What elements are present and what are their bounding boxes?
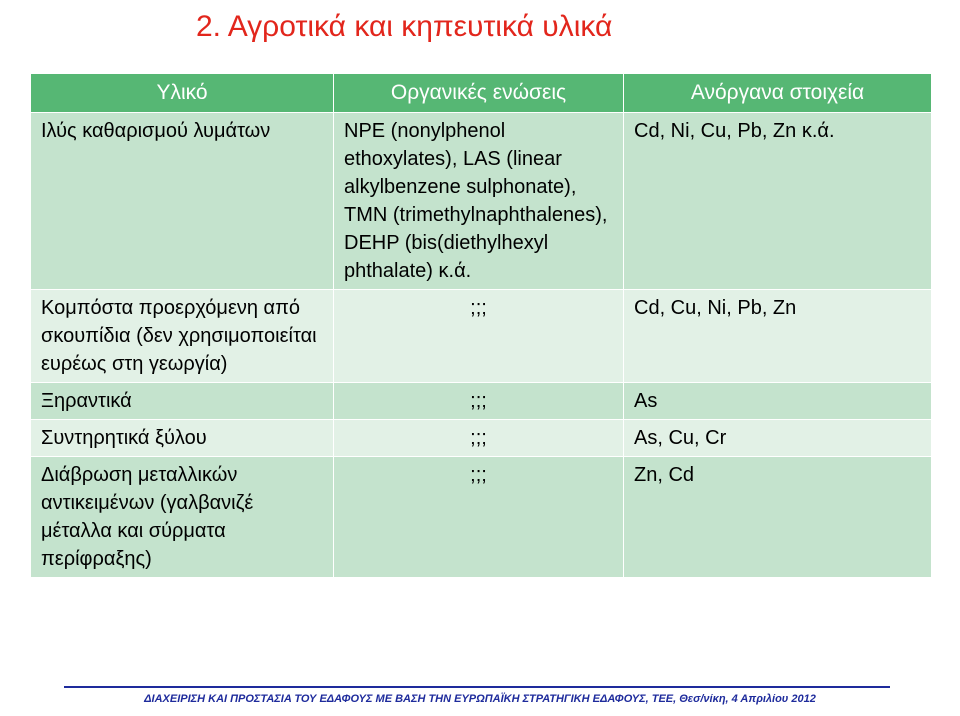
inorganic-cell: As, Cu, Cr [624,420,932,457]
inorganic-cell: As [624,383,932,420]
table-row [31,383,932,420]
material-cell: Κομπόστα προερχόμενη από σκουπίδια (δεν χρησιμοποιείται ευρέως στη γεωργία) [31,290,334,383]
footer-text: ΔΙΑΧΕΙΡΙΣΗ ΚΑΙ ΠΡΟΣΤΑΣΙΑ ΤΟΥ ΕΔΑΦΟΥΣ ΜΕ ΒΑΣΗ ΤΗΝ ΕΥΡΩΠΑΪΚΗ ΣΤΡΑΤΗΓΙΚΗ ΕΔΑΦΟΥΣ, ΤΕΕ, Θεσ/νίκη, 4 Απριλίου 2012 [144,693,816,705]
organic-cell: ;;; [334,457,624,578]
table-row [31,457,932,578]
header-material: Υλικό [31,74,334,113]
table-row [31,290,932,383]
material-cell: Ιλύς καθαρισμού λυμάτων [31,113,334,290]
material-cell: Ξηραντικά [31,383,334,420]
materials-table [30,73,932,578]
inorganic-cell: Cd, Cu, Ni, Pb, Zn [624,290,932,383]
table-row [31,113,932,290]
header-inorganic: Ανόργανα στοιχεία [624,74,932,113]
material-cell: Συντηρητικά ξύλου [31,420,334,457]
organic-cell: ;;; [334,420,624,457]
table-row [31,420,932,457]
page-title: 2. Αγροτικά και κηπευτικά υλικά [196,10,613,43]
organic-cell: NPE (nonylphenol ethoxylates), LAS (linear alkylbenzene sulphonate), TMN (trimethylnaphthalenes), DEHP (bis(diethylhexyl phthalate) κ.ά. [334,113,624,290]
header-organic: Οργανικές ενώσεις [334,74,624,113]
footer-divider [64,686,890,688]
inorganic-cell: Cd, Ni, Cu, Pb, Zn κ.ά. [624,113,932,290]
organic-cell: ;;; [334,383,624,420]
material-cell: Διάβρωση μεταλλικών αντικειμένων (γαλβανιζέ μέταλλα και σύρματα περίφραξης) [31,457,334,578]
organic-cell: ;;; [334,290,624,383]
table-header-row [31,74,932,113]
inorganic-cell: Zn, Cd [624,457,932,578]
